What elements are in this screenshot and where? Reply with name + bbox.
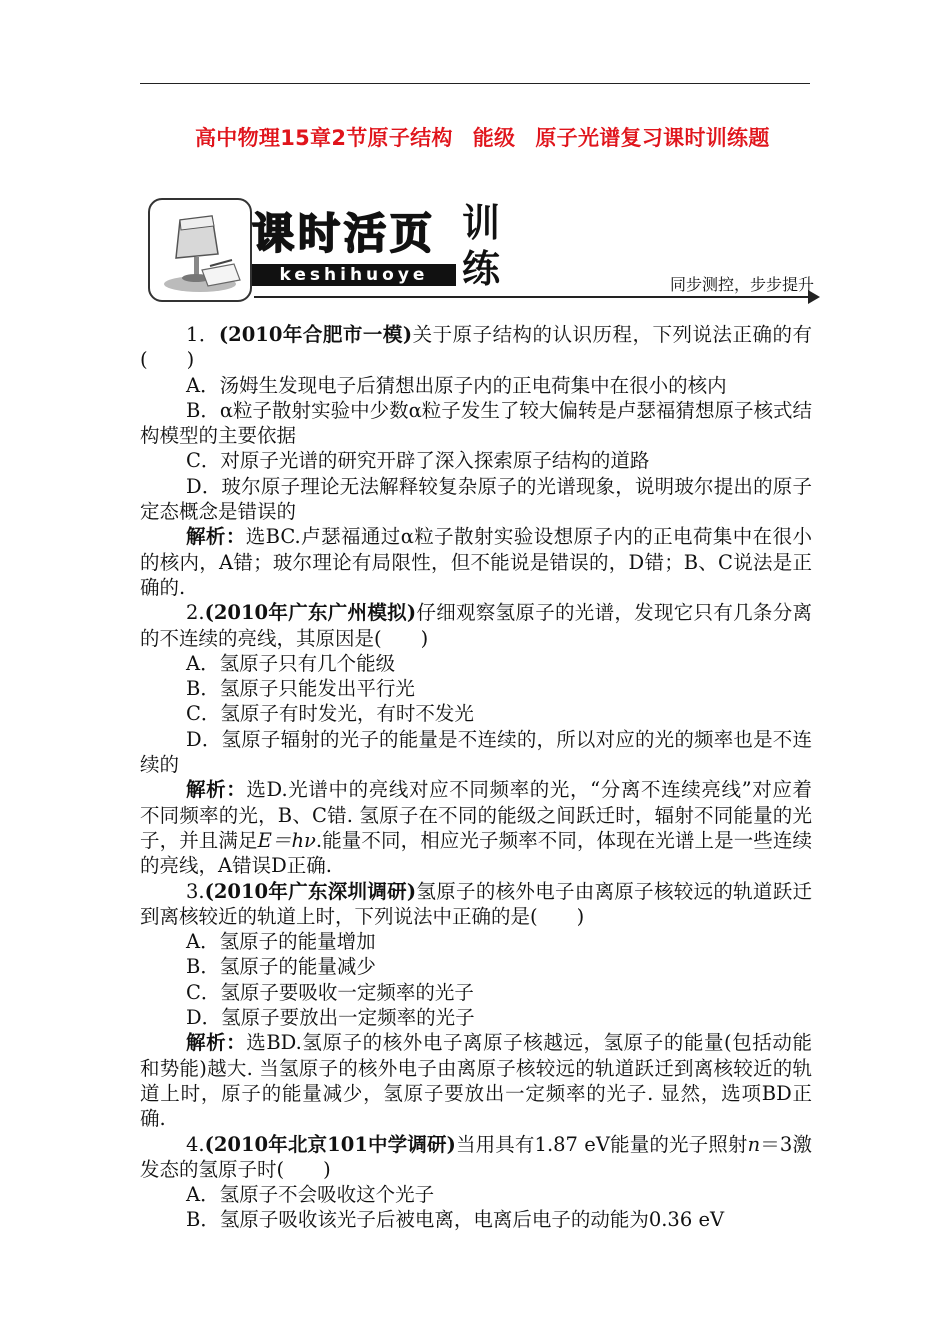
banner-side-text: 训练 <box>462 201 501 291</box>
question-4-stem: 4.(2010年北京101中学调研)当用具有1.87 eV能量的光子照射n＝3激发态的氢原子时( ) <box>140 1132 812 1181</box>
page-title <box>195 122 770 152</box>
question-3-option-a: A．氢原子的能量增加 <box>186 930 376 954</box>
banner-logo-pinyin: keshihuoye <box>252 264 456 286</box>
question-2-option-a: A．氢原子只有几个能级 <box>186 651 396 675</box>
question-2-stem: 2.(2010年广东广州模拟)仔细观察氢原子的光谱，发现它只有几条分离的不连续的亮线，其原因是( ) <box>140 601 812 650</box>
lamp-icon <box>148 198 252 302</box>
question-4-source: (2010年北京101中学调研) <box>204 1132 456 1156</box>
question-3-option-d: D．氢原子要放出一定频率的光子 <box>186 1006 475 1030</box>
formula: E＝hν <box>257 828 316 852</box>
question-2-analysis: 解析：选D.光谱中的亮线对应不同频率的光，“分离不连续亮线”对应着不同频率的光，B、C错. 氢原子在不同的能级之间跃迁时，辐射不同能量的光子，并且满足E＝hν.能量不同，相应光子频率不同，体现在光谱上是一些连续的亮线，A错误D正确. <box>140 778 812 878</box>
question-4-option-a: A．氢原子不会吸收这个光子 <box>186 1183 435 1207</box>
title-part-3: 原子光谱复习课时训练题 <box>535 126 770 150</box>
question-list <box>140 322 812 1233</box>
title-part-2: 能级 <box>472 126 516 150</box>
banner-rule <box>254 296 810 298</box>
question-1-option-c: C．对原子光谱的研究开辟了深入探索原子结构的道路 <box>186 449 650 473</box>
title-part-1: 高中物理15章2节原子结构 <box>195 126 453 150</box>
question-1-option-b: B．α粒子散射实验中少数α粒子发生了较大偏转是卢瑟福猜想原子核式结构模型的主要依据 <box>140 398 812 448</box>
question-4-option-b: B．氢原子吸收该光子后被电离，电离后电子的动能为0.36 eV <box>186 1208 725 1232</box>
banner-slogan: 同步测控，步步提升 <box>669 275 814 294</box>
question-3-option-b: B．氢原子的能量减少 <box>186 955 376 979</box>
question-3-option-c: C．氢原子要吸收一定频率的光子 <box>186 980 474 1004</box>
question-1-analysis: 解析：选BC.卢瑟福通过α粒子散射实验设想原子内的正电荷集中在很小的核内，A错；玻尔理论有局限性，但不能说是错误的，D错；B、C说法是正确的. <box>140 525 812 599</box>
question-3-source: (2010年广东深圳调研) <box>204 879 417 903</box>
question-2-option-c: C．氢原子有时发光，有时不发光 <box>186 702 474 726</box>
section-banner <box>148 198 824 310</box>
question-3-analysis: 解析：选BD.氢原子的核外电子离原子核越远，氢原子的能量(包括动能和势能)越大. 当氢原子的核外电子由离原子核较远的轨道跃迁到离核较近的轨道上时，原子的能量减少，氢原子要放出一定频率的光子. 显然，选项BD正确. <box>140 1031 812 1131</box>
question-1-stem: 1．(2010年合肥市一模)关于原子结构的认识历程，下列说法正确的有( ) <box>140 323 812 372</box>
question-3-stem: 3.(2010年广东深圳调研)氢原子的核外电子由离原子核较远的轨道跃迁到离核较近的轨道上时，下列说法中正确的是( ) <box>140 879 812 928</box>
question-2-option-d: D．氢原子辐射的光子的能量是不连续的，所以对应的光的频率也是不连续的 <box>140 727 812 777</box>
question-2-source: (2010年广东广州模拟) <box>204 601 417 625</box>
question-1-option-d: D．玻尔原子理论无法解释较复杂原子的光谱现象，说明玻尔提出的原子定态概念是错误的 <box>140 474 812 524</box>
arrow-right-icon <box>808 290 820 304</box>
question-2-option-b: B．氢原子只能发出平行光 <box>186 677 415 701</box>
question-1-option-a: A．汤姆生发现电子后猜想出原子内的正电荷集中在很小的核内 <box>186 373 727 397</box>
header-rule <box>140 83 810 84</box>
question-1-source: (2010年合肥市一模) <box>218 323 413 346</box>
banner-logo-text: 课时活页 <box>252 209 437 258</box>
